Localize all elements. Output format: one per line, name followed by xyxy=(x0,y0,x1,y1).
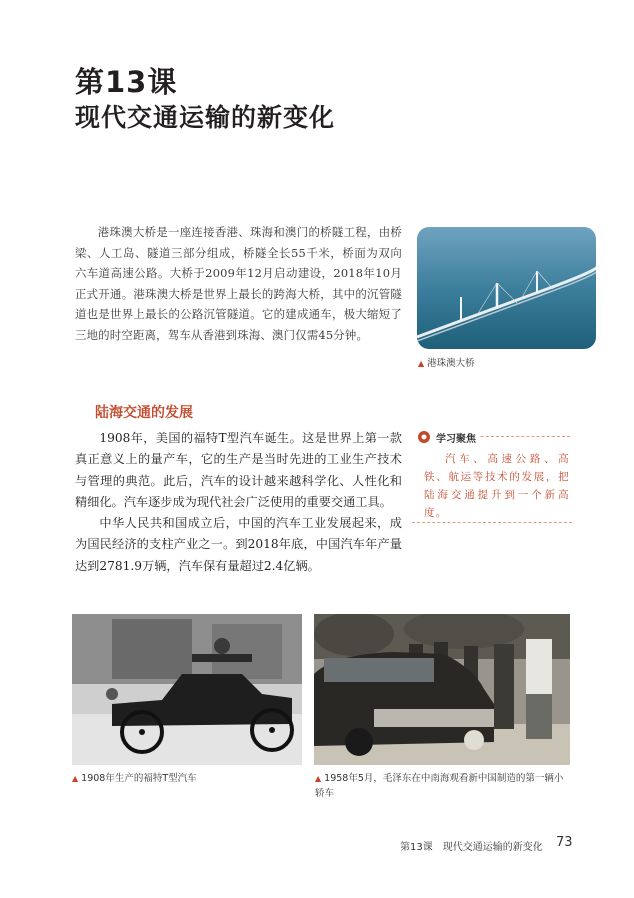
triangle-icon: ▲ xyxy=(72,774,79,783)
lesson-title: 现代交通运输的新变化 xyxy=(75,103,336,132)
focus-title: 学习聚焦 xyxy=(436,430,479,445)
triangle-icon: ▲ xyxy=(315,774,322,783)
intro-text: 港珠澳大桥是一座连接香港、珠海和澳门的桥隧工程，由桥梁、人工岛、隧道三部分组成，桥隧全长55千米，桥面为双向六车道高速公路。大桥于2009年12月启动建设，2018年10月正式开通。港珠澳大桥是世界上最长的跨海大桥，其中的沉管隧道也是世界上最长的公路沉管隧道。它的建成通车，极大缩短了三地的时空距离，驾车从香港到珠海、澳门仅需45分钟。 xyxy=(75,225,402,342)
mao-caption-text: 1958年5月，毛泽东在中南海观看新中国制造的第一辆小轿车 xyxy=(315,773,564,799)
ford-caption xyxy=(72,771,197,786)
bridge-illustration xyxy=(417,227,596,349)
section-heading: 陆海交通的发展 xyxy=(95,405,193,421)
focus-text-block xyxy=(424,450,570,522)
ford-model-t-photo xyxy=(72,614,302,765)
triangle-icon: ▲ xyxy=(418,359,425,368)
intro-paragraph xyxy=(75,222,402,346)
body-paragraph: 中华人民共和国成立后，中国的汽车工业发展起来，成为国民经济的支柱产业之一。到2018年底，中国汽车年产量达到2781.9万辆，汽车保有量超过2.4亿辆。 xyxy=(75,516,402,573)
focus-divider-bottom xyxy=(412,522,572,523)
body-paragraph: 1908年，美国的福特T型汽车诞生。这是世界上第一款真正意义上的量产车，它的生产是当时先进的工业生产技术与管理的典范。此后，汽车的设计越来越科学化、人性化和精细化。汽车逐步成为现代社会广泛使用的重要交通工具。 xyxy=(75,431,402,509)
ford-caption-text: 1908年生产的福特T型汽车 xyxy=(81,773,197,784)
sedan-scene-illustration xyxy=(314,614,570,765)
focus-text: 汽车、高速公路、高铁、航运等技术的发展，把陆海交通提升到一个新高度。 xyxy=(424,453,570,519)
ford-car-illustration xyxy=(72,614,302,765)
mao-caption xyxy=(315,771,571,801)
bridge-caption-text: 港珠澳大桥 xyxy=(427,358,475,369)
first-sedan-photo xyxy=(314,614,570,765)
bridge-caption xyxy=(418,356,475,371)
focus-icon xyxy=(416,429,432,449)
page-footer: 第13课 现代交通运输的新变化 xyxy=(400,842,543,853)
body-text xyxy=(75,428,402,577)
page-number: 73 xyxy=(556,835,573,850)
lesson-number: 第13课 xyxy=(75,65,178,99)
bridge-photo xyxy=(417,227,596,349)
